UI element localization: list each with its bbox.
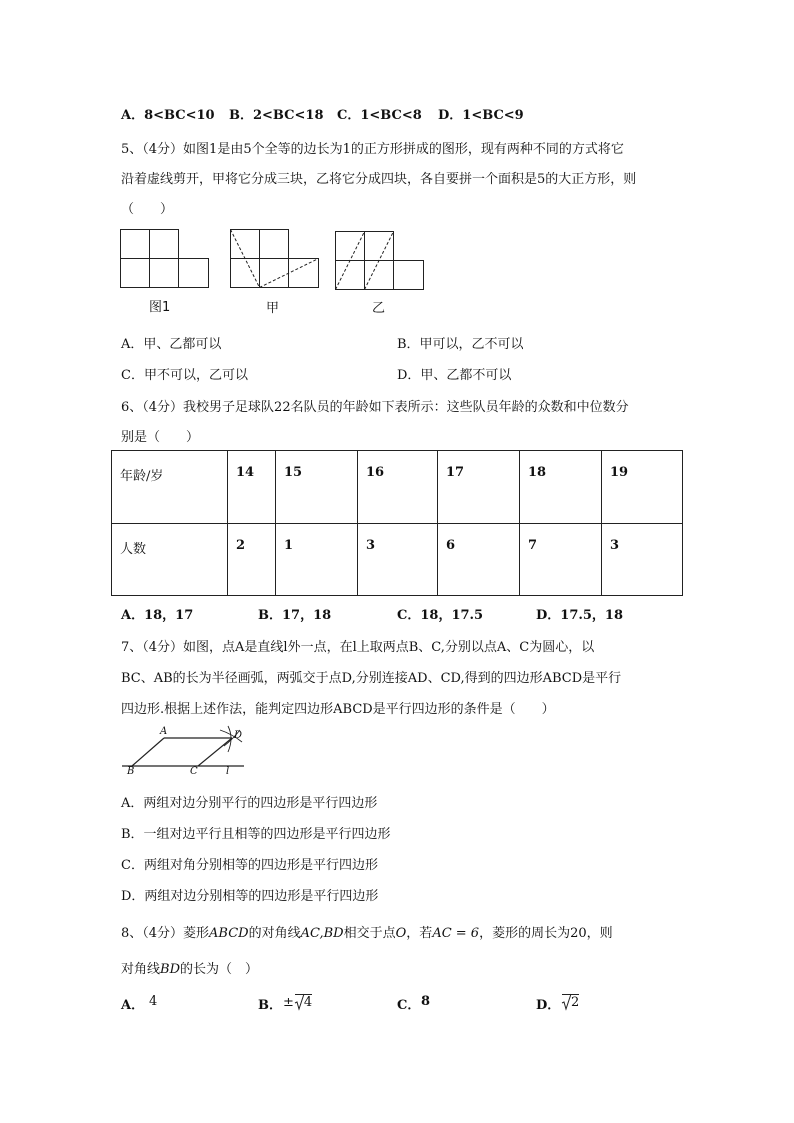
table-cell: 18 — [520, 451, 602, 524]
table-cell: 2 — [228, 523, 276, 596]
q5-option-d: D．甲、乙都不可以 — [397, 368, 512, 383]
point-c-label: C — [190, 766, 198, 777]
q7-stem-line2: BC、AB的长为半径画弧，两弧交于点D,分别连接AD、CD,得到的四边形ABCD是平行 — [121, 671, 622, 686]
q8-stem-line2 — [121, 958, 258, 977]
q8-stem-line1 — [121, 922, 613, 941]
q8-text: 的长为（ ） — [180, 962, 259, 977]
table-cell: 6 — [438, 523, 520, 596]
q8-option-d-value — [562, 994, 579, 1010]
q7-option-c: C．两组对角分别相等的四边形是平行四边形 — [121, 858, 378, 873]
q4-option-c: C．1<BC<8 — [337, 108, 422, 123]
table-row — [112, 451, 683, 524]
q5-stem-line1: 5、（4分）如图1是由5个全等的边长为1的正方形拼成的图形，现有两种不同的方式将它 — [121, 142, 624, 157]
table-cell: 16 — [358, 451, 438, 524]
q6-option-c: C．18，17.5 — [397, 608, 484, 623]
sqrt-radicand: 2 — [571, 995, 580, 1010]
point-d-label: D — [234, 730, 243, 741]
q7-stem-line1: 7、（4分）如图，点A是直线l外一点，在l上取两点B、C,分别以点A、C为圆心，以 — [121, 640, 595, 655]
figure-1-squares — [120, 229, 210, 289]
sqrt-icon — [295, 994, 312, 1010]
q8-math: ABCD — [209, 926, 249, 941]
q8-math: O — [395, 926, 407, 941]
q7-option-b: B．一组对边平行且相等的四边形是平行四边形 — [121, 827, 391, 842]
table-cell: 17 — [438, 451, 520, 524]
line-l-label: l — [226, 766, 230, 777]
point-b-label: B — [127, 766, 135, 777]
q8-option-d-label: D． — [536, 998, 561, 1013]
q8-option-c-value: 8 — [421, 994, 431, 1009]
q8-option-a-label: A． — [121, 998, 145, 1013]
q8-option-b-value — [283, 994, 312, 1010]
q8-option-c-label: C． — [397, 998, 421, 1013]
q8-text: 相交于点 — [343, 926, 396, 941]
table-cell: 年龄/岁 — [112, 451, 228, 524]
q5-option-a: A．甲、乙都可以 — [121, 337, 222, 352]
q8-math: AC,BD — [300, 926, 344, 941]
q8-text: ，若 — [406, 926, 433, 941]
age-table — [111, 450, 683, 596]
table-cell: 14 — [228, 451, 276, 524]
q8-math: BD — [160, 962, 180, 977]
figure-yi — [335, 229, 425, 291]
q8-text: 对角线 — [121, 962, 161, 977]
q5-stem-line3: （ ） — [121, 202, 174, 217]
table-cell: 1 — [276, 523, 358, 596]
q8-text: ，则 — [586, 926, 613, 941]
q5-option-c: C．甲不可以，乙可以 — [121, 368, 248, 383]
q8-option-b-label: B． — [258, 998, 282, 1013]
q7-stem-line3: 四边形.根据上述作法，能判定四边形ABCD是平行四边形的条件是（ ） — [121, 702, 555, 717]
table-cell: 19 — [602, 451, 683, 524]
parallelogram-construction-figure — [120, 724, 250, 780]
point-a-label: A — [160, 726, 168, 737]
table-row — [112, 523, 683, 596]
q5-stem-line2: 沿着虚线剪开，甲将它分成三块，乙将它分成四块，各自要拼一个面积是5的大正方形，则 — [121, 172, 637, 187]
table-cell: 15 — [276, 451, 358, 524]
figure-jia-label: 甲 — [266, 301, 280, 316]
q4-option-d: D．1<BC<9 — [438, 108, 524, 123]
sqrt-radicand: 4 — [303, 995, 313, 1010]
q8-text: ，菱形的周长为 — [479, 926, 571, 941]
q8-number: 20 — [570, 926, 587, 941]
table-cell: 3 — [358, 523, 438, 596]
table-cell: 7 — [520, 523, 602, 596]
figure-1-label: 图1 — [149, 300, 171, 315]
q6-option-b: B．17，18 — [258, 608, 332, 623]
plus-minus: ± — [283, 995, 294, 1010]
figure-yi-label: 乙 — [372, 301, 386, 316]
q4-option-a: A．8<BC<10 — [121, 108, 215, 123]
q8-text: 8、（4分）菱形 — [121, 926, 210, 941]
q8-math: AC = 6 — [432, 926, 480, 941]
q7-option-a: A．两组对边分别平行的四边形是平行四边形 — [121, 796, 378, 811]
q6-stem-line1: 6、（4分）我校男子足球队22名队员的年龄如下表所示：这些队员年龄的众数和中位数分 — [121, 400, 629, 415]
q8-option-a-value: 4 — [149, 994, 158, 1009]
q6-stem-line2: 别是（ ） — [121, 430, 200, 445]
q6-option-d: D．17.5，18 — [536, 608, 624, 623]
figure-jia — [230, 229, 320, 289]
table-cell: 3 — [602, 523, 683, 596]
q6-option-a: A．18，17 — [121, 608, 194, 623]
q5-option-b: B．甲可以，乙不可以 — [397, 337, 524, 352]
sqrt-icon — [562, 994, 579, 1010]
q8-text: 的对角线 — [248, 926, 301, 941]
table-cell: 人数 — [112, 523, 228, 596]
q4-option-b: B．2<BC<18 — [229, 108, 324, 123]
q7-option-d: D．两组对边分别相等的四边形是平行四边形 — [121, 889, 379, 904]
